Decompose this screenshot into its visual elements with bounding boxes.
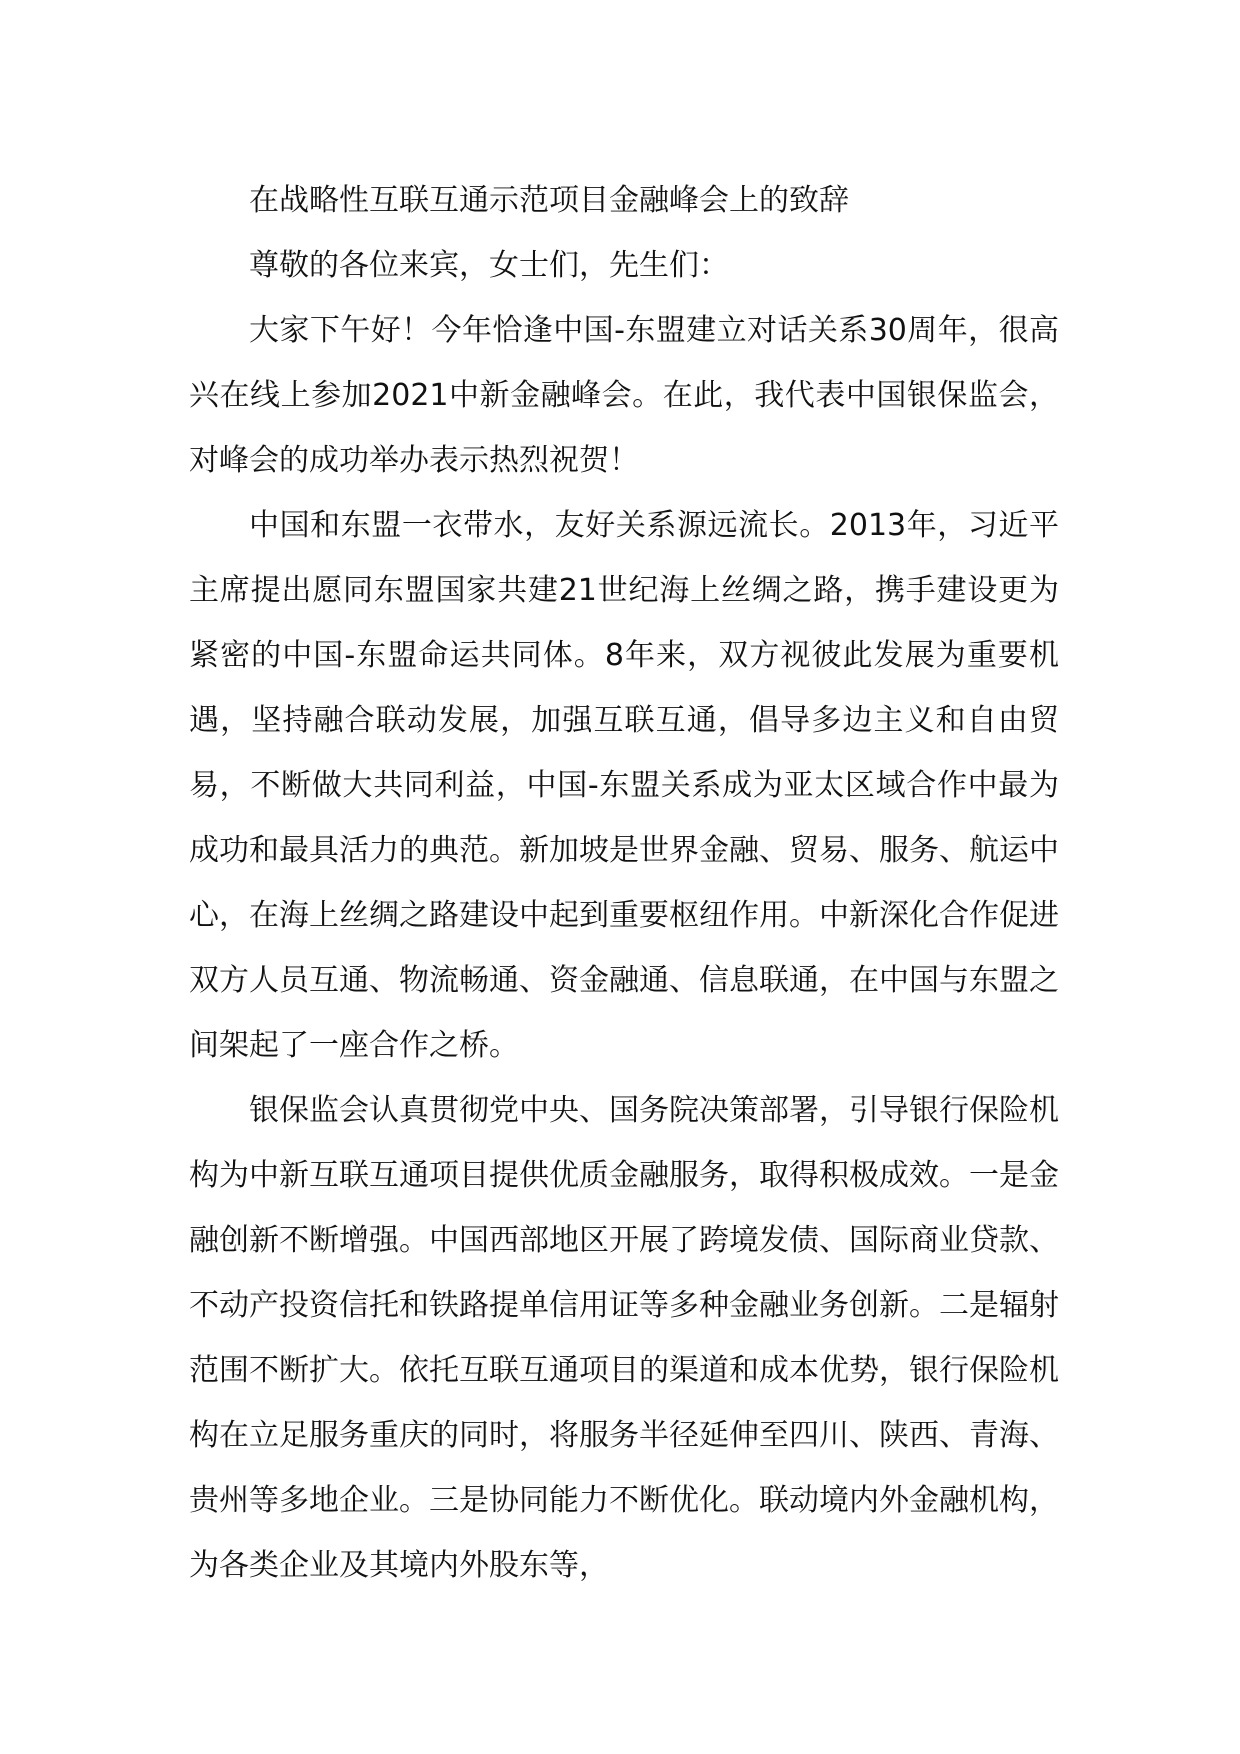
salutation: 尊敬的各位来宾，女士们，先生们： [249,248,729,283]
document-body [189,168,1059,1598]
speech-title: 在战略性互联互通示范项目金融峰会上的致辞 [249,183,849,218]
paragraph-china-asean-relations: 中国和东盟一衣带水，友好关系源远流长。2013年，习近平主席提出愿同东盟国家共建21世纪海上丝绸之路，携手建设更为紧密的中国-东盟命运共同体。8年来，双方视彼此发展为重要机遇，坚持融合联动发展，加强互联互通，倡导多边主义和自由贸易，不断做大共同利益，中国-东盟关系成为亚太区域合作中最为成功和最具活力的典范。新加坡是世界金融、贸易、服务、航运中心，在海上丝绸之路建设中起到重要枢纽作用。中新深化合作促进双方人员互通、物流畅通、资金融通、信息联通，在中国与东盟之间架起了一座合作之桥。 [189,508,1059,1063]
paragraph-cbirc-achievements: 银保监会认真贯彻党中央、国务院决策部署，引导银行保险机构为中新互联互通项目提供优质金融服务，取得积极成效。一是金融创新不断增强。中国西部地区开展了跨境发债、国际商业贷款、不动产投资信托和铁路提单信用证等多种金融业务创新。二是辐射范围不断扩大。依托互联互通项目的渠道和成本优势，银行保险机构在立足服务重庆的同时，将服务半径延伸至四川、陕西、青海、贵州等多地企业。三是协同能力不断优化。联动境内外金融机构，为各类企业及其境内外股东等， [189,1093,1059,1583]
paragraph-greeting: 大家下午好！今年恰逢中国-东盟建立对话关系30周年，很高兴在线上参加2021中新金融峰会。在此，我代表中国银保监会，对峰会的成功举办表示热烈祝贺！ [189,313,1059,478]
